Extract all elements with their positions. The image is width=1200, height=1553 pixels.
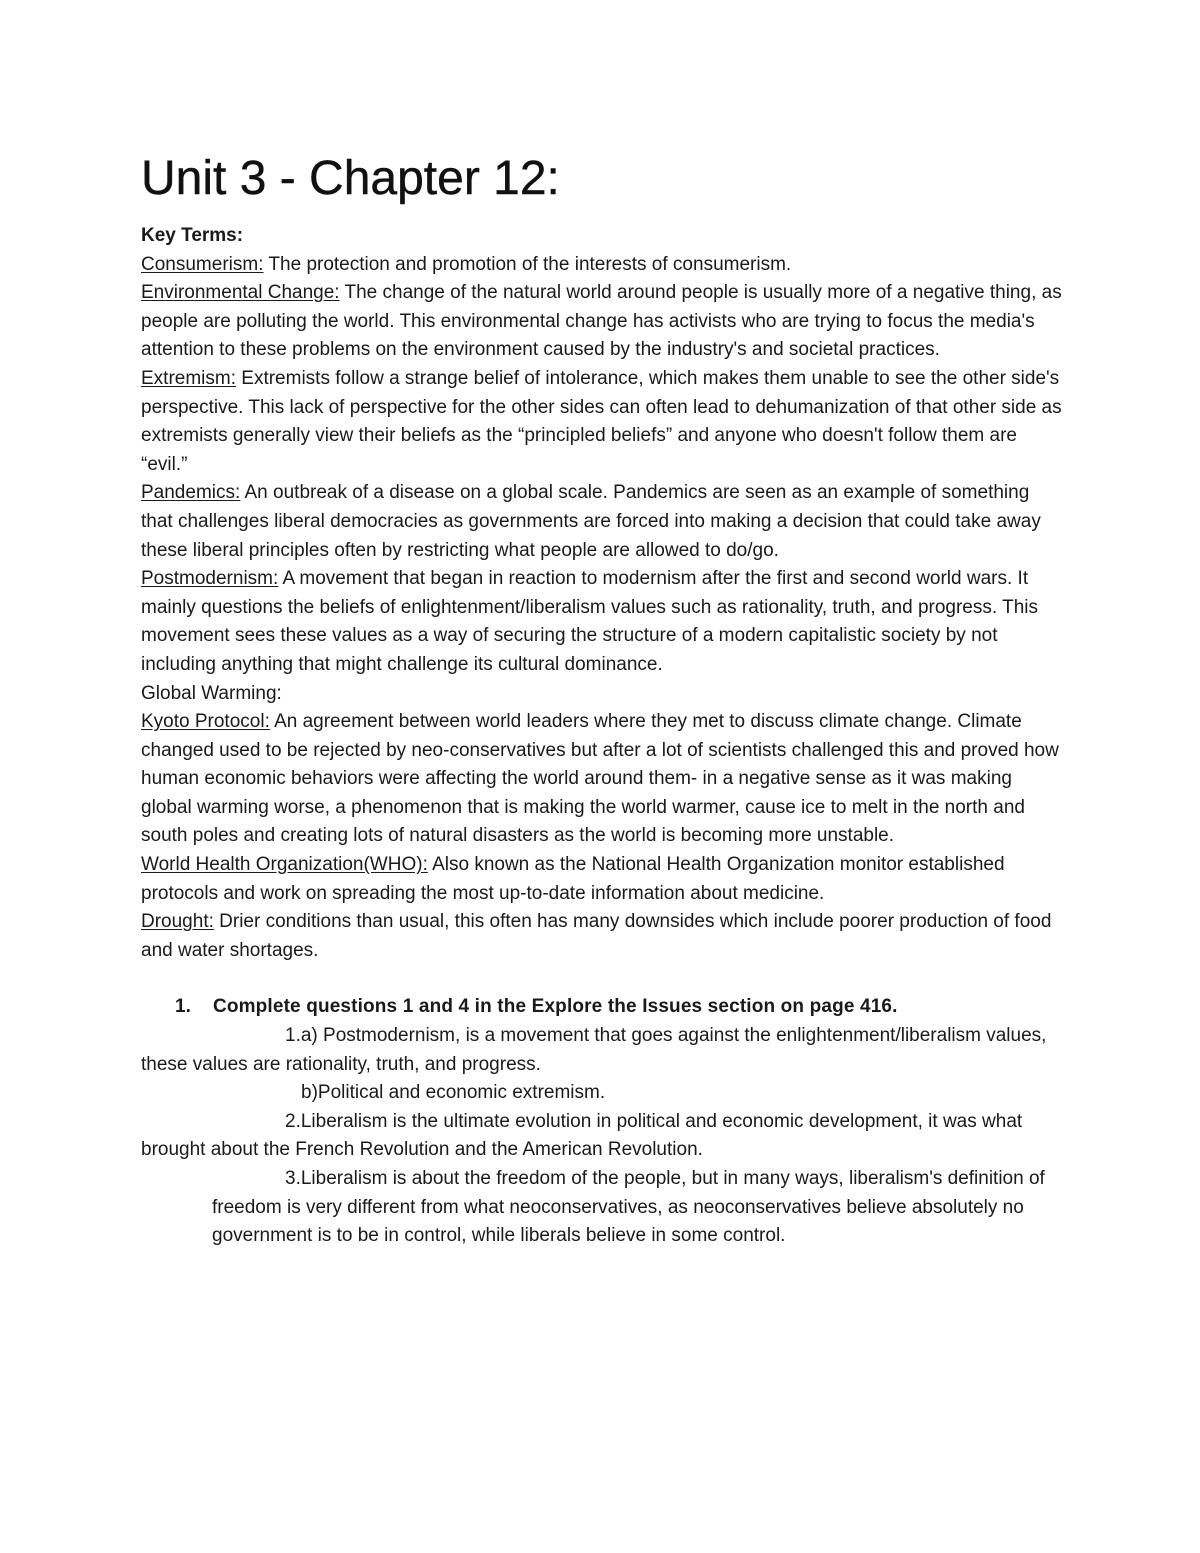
answer-1a: 1.a) Postmodernism, is a movement that goes against the enlightenment/liberalism values, these values are rationality, truth, and progress.: [141, 1025, 1047, 1075]
term-definition: Drier conditions than usual, this often has many downsides which include poorer production of food and water shortages.: [141, 911, 1052, 961]
term-name: Environmental Change:: [141, 282, 340, 304]
term-kyoto-protocol: [141, 708, 1066, 851]
key-terms-heading: Key Terms:: [141, 225, 244, 246]
term-name: World Health Organization(WHO):: [141, 854, 428, 876]
question-number: 1.: [175, 996, 191, 1018]
term-definition: Also known as the National Health Organization monitor established protocols and work on spreading the most up-to-date information about medicine.: [141, 854, 1005, 904]
term-definition: An agreement between world leaders where they met to discuss climate change. Climate changed used to be rejected by neo-conservatives but after a lot of scientists challenged this and proved how human economic behaviors were affecting the world around them- in a negative sense as it was making global warming worse, a phenomenon that is making the world warmer, cause ice to melt in the north and south poles and creating lots of natural disasters as the world is becoming more unstable.: [141, 711, 1059, 847]
term-name: Drought:: [141, 911, 214, 933]
term-name: Pandemics:: [141, 482, 241, 504]
term-pandemics: [141, 479, 1066, 565]
term-definition: Extremists follow a strange belief of intolerance, which makes them unable to see the other side's perspective. This lack of perspective for the other sides can often lead to dehumanization of that other side as extremists generally view their beliefs as the “principled beliefs” and anyone who doesn't follow them are “evil.”: [141, 367, 1062, 475]
term-drought: [141, 908, 1066, 965]
answer-1b: b)Political and economic extremism.: [301, 1082, 606, 1104]
term-postmodernism: [141, 565, 1066, 679]
question-section: [141, 993, 1066, 1250]
document-page: [141, 148, 1066, 1251]
answer-2: 2.Liberalism is the ultimate evolution in political and economic development, it was what brought about the French Revolution and the American Revolution.: [141, 1110, 1023, 1161]
term-environmental-change: [141, 279, 1066, 365]
answer-3: 3.Liberalism is about the freedom of the people, but in many ways, liberalism's definition of freedom is very different from what neoconservatives, as neoconservatives believe absolutely no government is to be in control, while liberals believe in some control.: [212, 1168, 1045, 1247]
term-definition: A movement that began in reaction to modernism after the first and second world wars. It mainly questions the beliefs of enlightenment/liberalism values such as rationality, truth, and progress. This movement sees these values as a way of securing the structure of a modern capitalistic society by not including anything that might challenge its cultural dominance.: [141, 568, 1038, 675]
term-definition: Global Warming:: [141, 682, 282, 704]
term-world-health-organization: [141, 851, 1066, 908]
document-title: Unit 3 - Chapter 12:: [141, 152, 560, 205]
term-definition: The change of the natural world around people is usually more of a negative thing, as people are polluting the world. This environmental change has activists who are trying to focus the media's attention to these problems on the environment caused by the industry's and societal practices.: [141, 282, 1062, 361]
term-name: Consumerism:: [141, 253, 264, 275]
term-name: Postmodernism:: [141, 568, 279, 590]
term-extremism: [141, 365, 1066, 479]
key-terms-list: [141, 251, 1066, 966]
term-definition: An outbreak of a disease on a global scale. Pandemics are seen as an example of something that challenges liberal democracies as governments are forced into making a decision that could take away these liberal principles often by restricting what people are allowed to do/go.: [141, 482, 1041, 561]
term-name: Kyoto Protocol:: [141, 711, 270, 733]
term-global-warming: [141, 680, 1066, 709]
term-definition: The protection and promotion of the interests of consumerism.: [263, 253, 792, 275]
term-name: Extremism:: [141, 367, 236, 389]
question-text: Complete questions 1 and 4 in the Explore the Issues section on page 416.: [213, 996, 898, 1018]
question-heading: [141, 993, 1066, 1022]
term-consumerism: [141, 251, 1066, 280]
